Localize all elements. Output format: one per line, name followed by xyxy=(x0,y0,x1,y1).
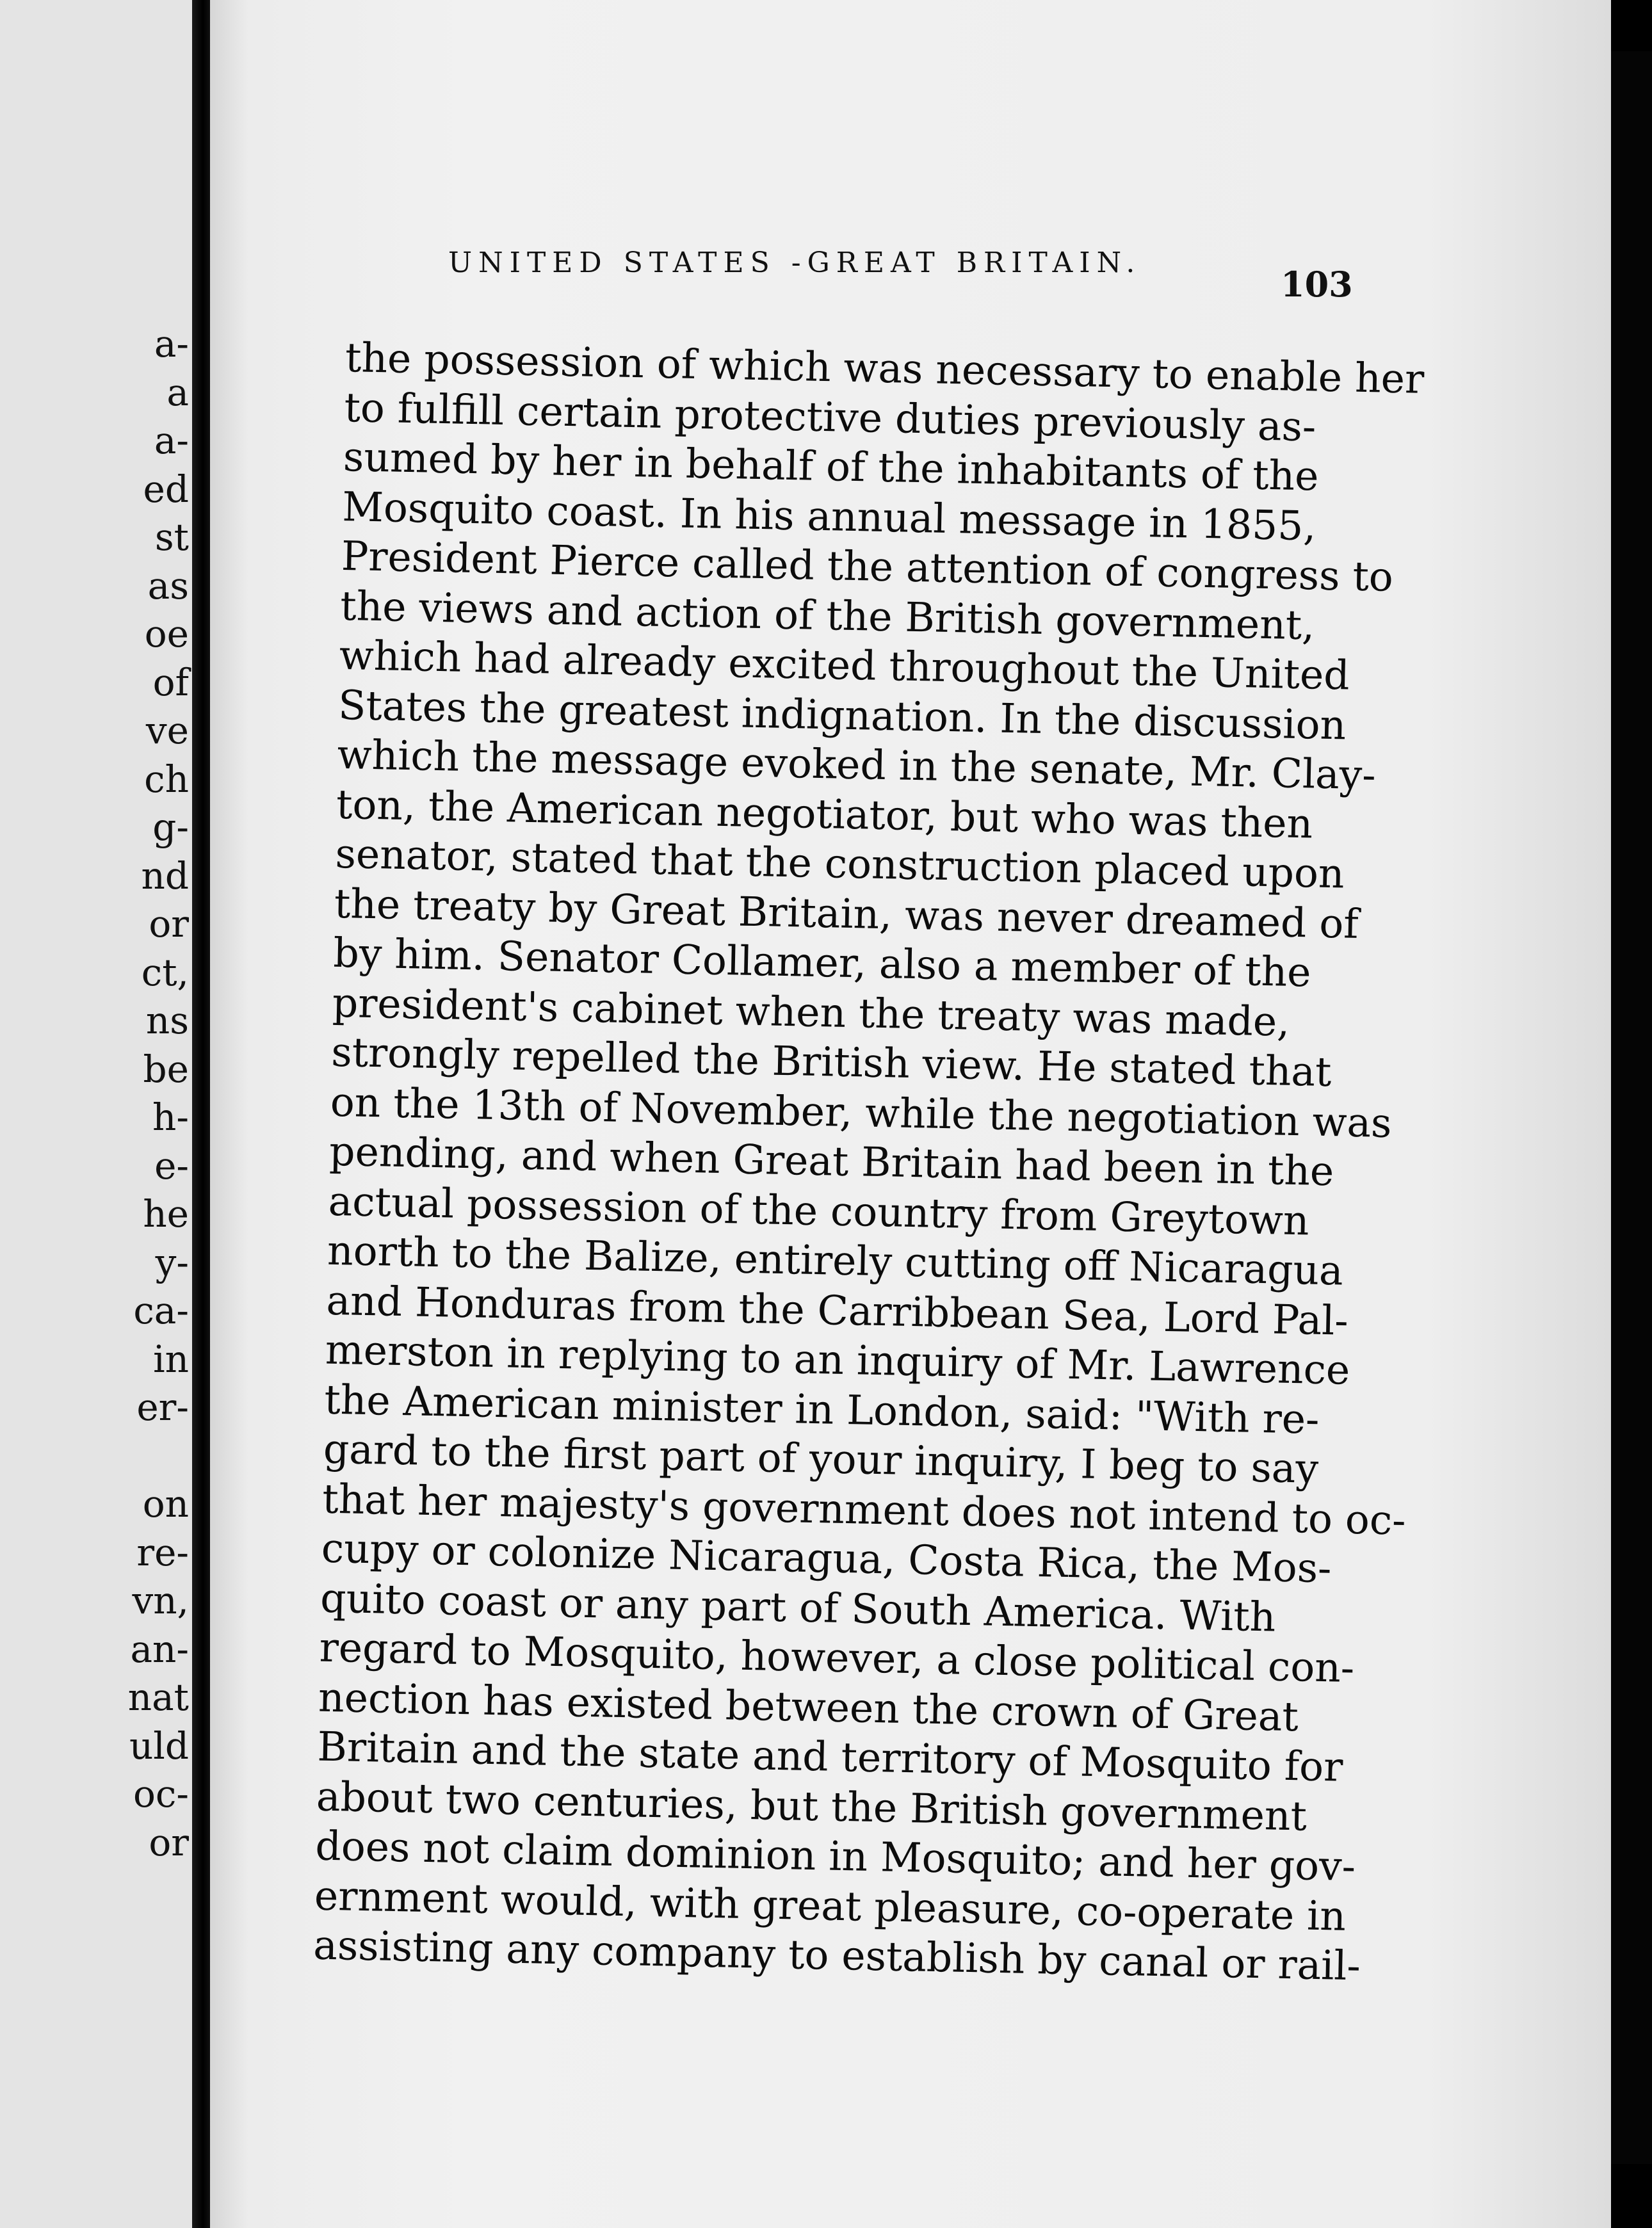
text-line: regard to Mosquito, however, a close political con- xyxy=(319,1624,1355,1692)
text-line: about two centuries, but the British government xyxy=(316,1773,1308,1840)
text-line: pending, and when Great Britain had been in the xyxy=(328,1127,1334,1195)
left-page-fragment: nat xyxy=(127,1675,189,1719)
left-page-fragment: as xyxy=(147,563,189,608)
text-line: does not claim dominion in Mosquito; and her gov- xyxy=(314,1822,1356,1891)
text-line: assisting any company to establish by canal or rail- xyxy=(312,1921,1361,1990)
text-line: States the greatest indignation. In the discussion xyxy=(337,681,1347,748)
text-line: gard to the first part of your inquiry, I beg to say xyxy=(323,1425,1319,1492)
text-line: on the 13th of November, while the negotiation was xyxy=(330,1078,1393,1147)
left-page-fragment: be xyxy=(143,1047,189,1091)
text-line: actual possession of the country from Greytown xyxy=(328,1177,1310,1244)
left-page-fragment: a xyxy=(166,370,189,414)
left-page-fragment: on xyxy=(142,1482,189,1526)
text-line: the American minister in London, said: "With re- xyxy=(323,1376,1320,1443)
text-line: which the message evoked in the senate, Mr. Clay- xyxy=(337,731,1377,799)
left-page-fragment: re- xyxy=(136,1530,189,1574)
left-page-fragment: h- xyxy=(152,1095,189,1139)
text-line: the views and action of the British government, xyxy=(339,582,1315,649)
body-text xyxy=(312,333,1425,1990)
text-line: the possession of which was necessary to enable her xyxy=(344,334,1425,403)
left-page-fragment: st xyxy=(154,515,189,559)
text-line: nection has existed between the crown of Great xyxy=(318,1674,1299,1740)
text-line: which had already excited throughout the United xyxy=(339,631,1350,699)
left-page-fragment: oe xyxy=(144,612,189,656)
page-number: 103 xyxy=(1281,264,1353,305)
left-page-fragment: ca- xyxy=(133,1289,189,1332)
text-line: senator, stated that the construction placed upon xyxy=(334,830,1345,898)
left-page-fragment: an- xyxy=(130,1627,189,1671)
left-page-fragment: or xyxy=(149,902,189,946)
text-line: president's cabinet when the treaty was made, xyxy=(332,979,1290,1045)
left-facing-page xyxy=(0,0,192,2228)
left-page-fragment: g- xyxy=(152,805,189,849)
left-page-fragment: e- xyxy=(154,1143,189,1188)
left-page-fragment: or xyxy=(149,1820,189,1864)
left-page-fragment: ch xyxy=(144,757,189,801)
text-line: and Honduras from the Carribbean Sea, Lord Pal- xyxy=(325,1277,1349,1344)
left-page-fragment: vn, xyxy=(132,1579,189,1622)
left-page-fragment: in xyxy=(153,1337,189,1381)
text-line: Mosquito coast. In his annual message in 1855, xyxy=(341,483,1317,549)
text-line: ton, the American negotiator, but who was then xyxy=(336,780,1313,847)
text-line: President Pierce called the attention of congress to xyxy=(341,532,1394,601)
text-line: that her majesty's government does not intend to oc- xyxy=(321,1475,1407,1544)
text-line: sumed by her in behalf of the inhabitants of the xyxy=(343,433,1320,500)
text-line: north to the Balize, entirely cutting off Nicaragua xyxy=(327,1227,1344,1295)
left-page-fragment: oc- xyxy=(133,1772,189,1816)
text-line: to fulfill certain protective duties previously as- xyxy=(343,383,1316,450)
left-page-fragment: ct, xyxy=(141,950,189,994)
text-line: Britain and the state and territory of Mosquito for xyxy=(316,1723,1343,1791)
left-page-fragment: er- xyxy=(136,1385,189,1429)
left-page-fragment: ns xyxy=(145,999,189,1042)
left-page-fragment: ve xyxy=(145,709,189,752)
left-page-text-fragments xyxy=(0,320,189,1867)
left-page-fragment: he xyxy=(143,1192,189,1236)
running-head: UNITED STATES -GREAT BRITAIN. xyxy=(448,246,1142,279)
text-line: the treaty by Great Britain, was never dreamed of xyxy=(334,880,1359,948)
left-page-fragment: a- xyxy=(154,419,189,462)
text-line: ernment would, with great pleasure, co-operate in xyxy=(314,1872,1347,1940)
text-line: quito coast or any part of South America. With xyxy=(320,1574,1276,1641)
left-page-fragment: a- xyxy=(154,322,189,366)
left-page-fragment: nd xyxy=(141,853,189,898)
book-gutter xyxy=(192,0,210,2228)
text-line: cupy or colonize Nicaragua, Costa Rica, the Mos- xyxy=(321,1524,1332,1592)
text-line: merston in replying to an inquiry of Mr. Lawrence xyxy=(325,1326,1350,1394)
left-page-fragment: ed xyxy=(143,467,189,511)
text-line: by him. Senator Collamer, also a member of the xyxy=(332,929,1312,996)
page-edge-shadow xyxy=(1611,51,1652,2164)
left-page-fragment xyxy=(0,1432,189,1481)
text-line: strongly repelled the British view. He stated that xyxy=(330,1028,1332,1096)
left-page-fragment: of xyxy=(152,660,189,704)
left-page-fragment: y- xyxy=(155,1240,189,1284)
left-page-fragment: uld xyxy=(129,1723,189,1768)
